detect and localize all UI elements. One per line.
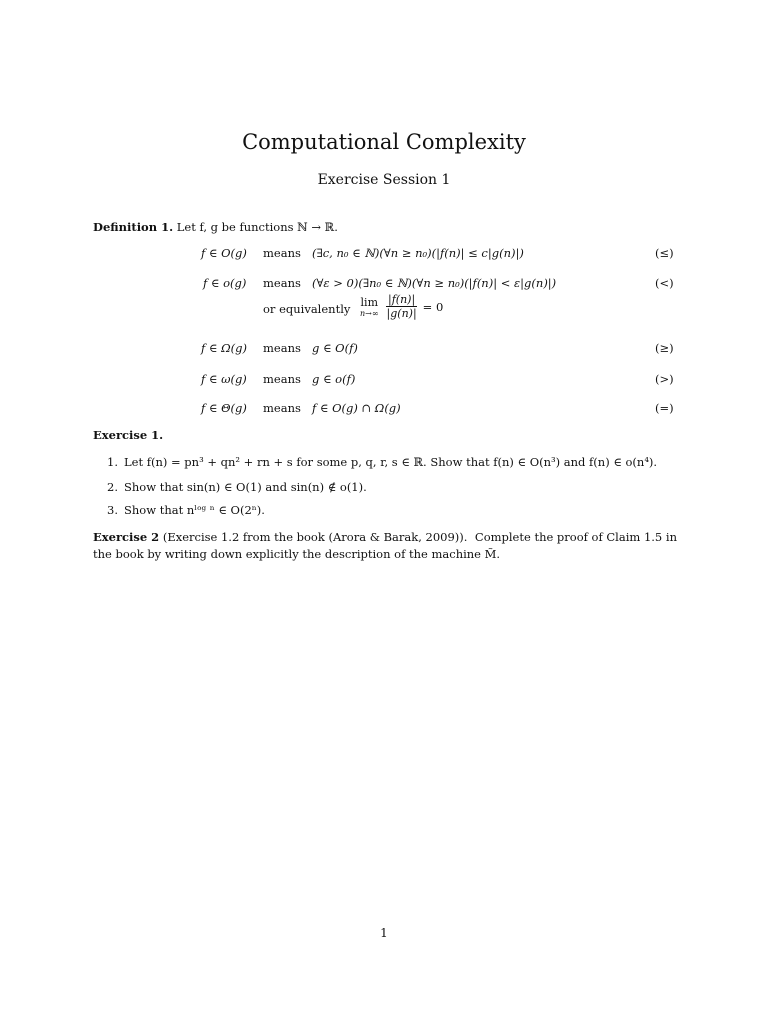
def-rhs-littleomega: g ∈ o(f) [312,372,356,386]
exercise1-item-2 [100,480,367,494]
exercise2-line1-text: Complete the proof of Claim 1.5 in [474,530,677,544]
definition-block [93,220,338,234]
def-tag-theta: (=) [655,401,674,415]
def-tag-littleo: (<) [655,276,674,290]
definition-heading: Definition 1. [93,220,174,234]
def-means-littleomega: means [263,372,301,386]
item-text: Show that sin(n) ∈ O(1) and sin(n) ∉ o(1). [124,480,367,494]
item-number: 1. [107,455,118,469]
equivalently-label: or equivalently [263,302,351,316]
def-rhs-littleo: (∀ε > 0)(∃n₀ ∈ ℕ)(∀n ≥ n₀)(|f(n)| < ε|g(n)|) [312,276,557,290]
exercise1-item-1 [100,455,657,469]
fraction-denominator: |g(n)| [386,307,417,320]
limit-operator [360,296,379,318]
page-number: 1 [380,926,388,940]
limit-result: = 0 [422,299,444,314]
def-rhs-theta: f ∈ O(g) ∩ Ω(g) [312,401,401,415]
item-number: 2. [107,480,118,494]
limit-subscript: n→∞ [360,308,379,318]
def-means-omega: means [263,341,301,355]
limit-fraction [385,293,419,320]
def-lhs-theta: f ∈ Θ(g) [201,401,247,415]
exercise1-item-3 [100,503,265,517]
def-lhs-bigo: f ∈ O(g) [201,246,247,260]
exercise2-block [93,530,677,561]
limit-word: lim [360,295,378,309]
page-title: Computational Complexity [242,130,526,154]
exercise2-source: (Exercise 1.2 from the book (Arora & Barak, 2009)). [162,530,468,544]
limit-expression [360,293,443,320]
def-means-theta: means [263,401,301,415]
def-lhs-omega: f ∈ Ω(g) [201,341,247,355]
item-text: Let f(n) = pn³ + qn² + rn + s for some p, q, r, s ∈ ℝ. Show that f(n) ∈ O(n³) and f(n) ∈ o(n⁴). [124,455,658,469]
definition-intro: Let f, g be functions ℕ → ℝ. [176,220,338,234]
def-lhs-littleomega: f ∈ ω(g) [201,372,247,386]
page-subtitle: Exercise Session 1 [317,172,451,188]
def-rhs-bigo: (∃c, n₀ ∈ ℕ)(∀n ≥ n₀)(|f(n)| ≤ c|g(n)|) [312,246,524,260]
item-number: 3. [107,503,118,517]
def-tag-bigo: (≤) [655,246,674,260]
exercise1-heading: Exercise 1. [93,428,164,442]
def-tag-omega: (≥) [655,341,674,355]
def-means-bigo: means [263,246,301,260]
exercise2-line-1 [93,530,677,544]
def-lhs-littleo: f ∈ o(g) [203,276,247,290]
def-means-littleo: means [263,276,301,290]
def-rhs-omega: g ∈ O(f) [312,341,358,355]
item-text: Show that nˡᵒᵍ ⁿ ∈ O(2ⁿ). [124,503,265,517]
fraction-numerator: |f(n)| [388,293,416,306]
exercise2-heading: Exercise 2 [93,530,160,544]
exercise2-line2-text: the book by writing down explicitly the description of the machine M̃. [93,547,501,561]
def-tag-littleomega: (>) [655,372,674,386]
